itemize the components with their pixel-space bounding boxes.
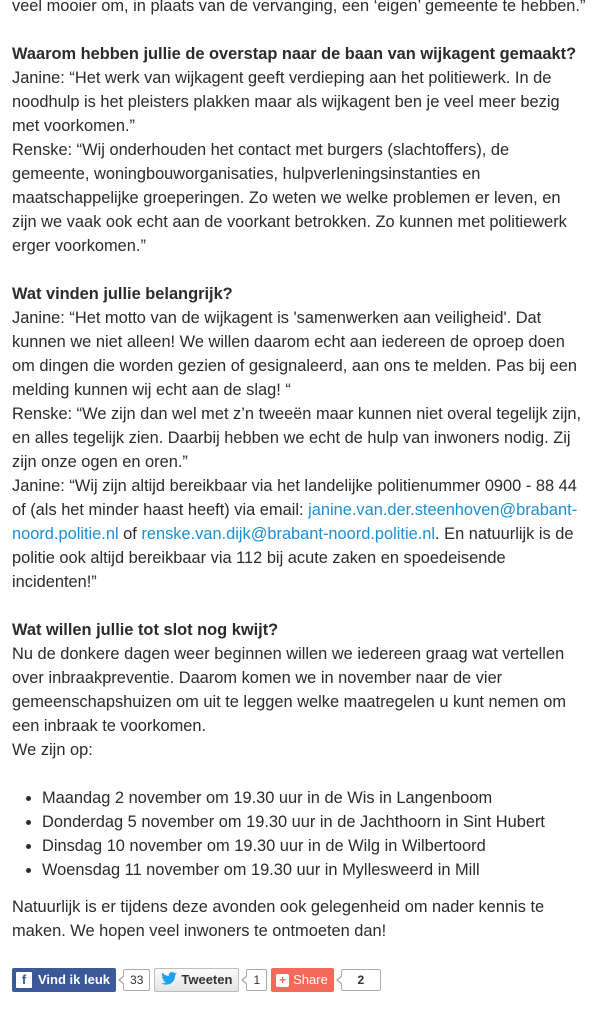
- facebook-like-count: 33: [123, 969, 150, 991]
- share-button[interactable]: [271, 968, 334, 992]
- answer-janine-contact: [12, 474, 588, 594]
- contact-text-post: . En natuurlijk is de politie ook altijd bereikbaar via 112 bij acute zaken en spoedeisende incidenten!”: [12, 525, 574, 591]
- social-share-bar: [12, 967, 588, 993]
- tweet-label: Tweeten: [181, 972, 233, 987]
- contact-text-pre: Janine: “Wij zijn altijd bereikbaar via het landelijke politienummer 0900 - 88 44 of (als het minder haast heeft) via email:: [12, 477, 577, 519]
- answer-renske-1: Renske: “Wij onderhouden het contact met burgers (slachtoffers), de gemeente, woningbouworganisaties, hulpverleningsinstanties en maatschappelijke groeperingen. Zo weten we welke problemen er leven, en zijn we vaak ook echt aan de voorkant betrokken. Zo kunnen met politiewerk erger voorkomen.”: [12, 141, 567, 255]
- intro-tail-text: veel mooier om, in plaats van de vervanging, een ‘eigen’ gemeente te hebben.”: [12, 0, 586, 15]
- tweet-count: 1: [246, 969, 267, 991]
- list-item: • Donderdag 5 november om 19.30 uur in de Jachthoorn in Sint Hubert: [42, 810, 588, 834]
- list-item: • Woensdag 11 november om 19.30 uur in Myllesweerd in Mill: [42, 858, 588, 882]
- share-count: 2: [341, 969, 381, 991]
- answer-closing-text: Nu de donkere dagen weer beginnen willen we iedereen graag wat vertellen over inbraakpreventie. Daarom komen we in november naar de vier gemeenschapshuizen om uit te leggen welke maatregelen u kunt nemen om een inbraak te voorkomen.: [12, 645, 566, 735]
- dates-list: [12, 786, 588, 882]
- question-heading-3: Wat willen jullie tot slot nog kwijt?: [12, 621, 279, 639]
- plus-icon: +: [276, 974, 289, 987]
- tweet-button[interactable]: [154, 968, 239, 992]
- answer-janine-2: Janine: “Het motto van de wijkagent is 'samenwerken aan veiligheid'. Dat kunnen we niet alleen! We willen daarom echt aan iedereen de oproep doen om dingen die worden gezien of gesignaleerd, aan ons te melden. Pas bij een melding kunnen wij echt aan de slag! “: [12, 309, 577, 399]
- answer-renske-2: Renske: “We zijn dan wel met z’n tweeën maar kunnen niet overal tegelijk zijn, en alles tegelijk zien. Daarbij hebben we echt de hulp van inwoners nodig. Zij zijn onze ogen en oren.”: [12, 405, 582, 471]
- facebook-like-label: Vind ik leuk: [38, 972, 111, 987]
- email-link-renske[interactable]: renske.van.dijk@brabant-noord.politie.nl: [141, 525, 436, 543]
- answer-janine-1: Janine: “Het werk van wijkagent geeft verdieping aan het politiewerk. In de noodhulp is het pleisters plakken maar als wijkagent ben je veel meer bezig met voorkomen.”: [12, 69, 560, 135]
- contact-text-of: of: [118, 525, 142, 543]
- closing-text: Natuurlijk is er tijdens deze avonden ook gelegenheid om nader kennis te maken. We hopen veel inwoners te ontmoeten dan!: [12, 898, 545, 940]
- facebook-like-button[interactable]: [12, 968, 116, 992]
- question-heading-1: Waarom hebben jullie de overstap naar de baan van wijkagent gemaakt?: [12, 45, 577, 63]
- share-label: Share: [293, 972, 328, 987]
- question-heading-2: Wat vinden jullie belangrijk?: [12, 285, 233, 303]
- email-link-janine[interactable]: janine.van.der.steenhoven@brabant-noord.politie.nl: [12, 501, 578, 543]
- list-item: • Dinsdag 10 november om 19.30 uur in de Wilg in Wilbertoord: [42, 834, 588, 858]
- we-zijn-op-label: We zijn op:: [12, 741, 93, 759]
- twitter-bird-icon: [161, 968, 177, 992]
- list-item: • Maandag 2 november om 19.30 uur in de Wis in Langenboom: [42, 786, 588, 810]
- facebook-icon: f: [16, 972, 32, 988]
